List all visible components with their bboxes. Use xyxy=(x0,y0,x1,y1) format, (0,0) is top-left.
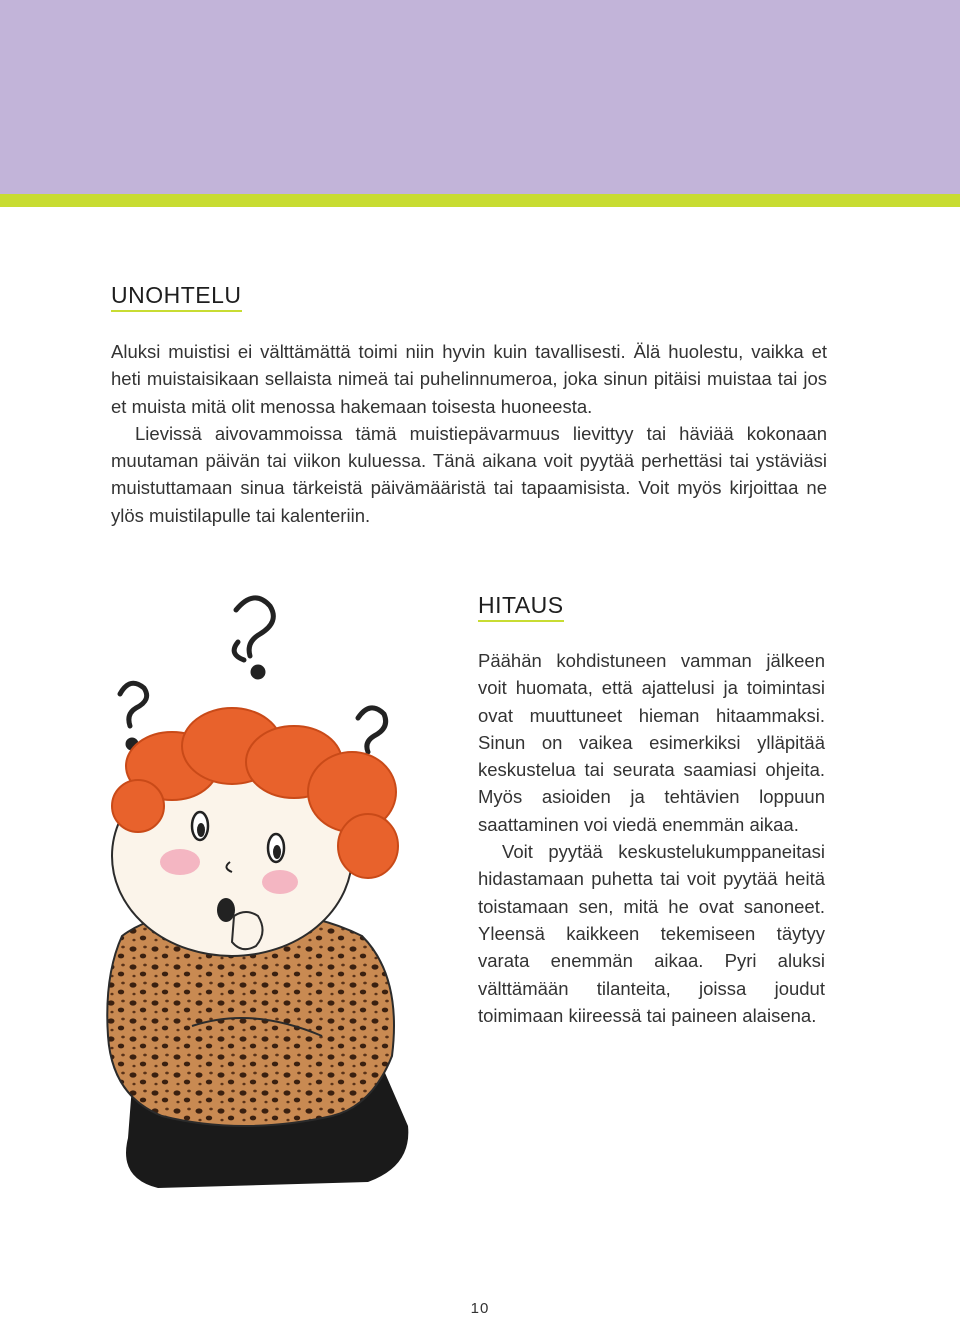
paragraph: Voit pyytää keskustelukumppaneitasi hidastamaan puhetta tai voit pyytää heitä toistamaan sen, mitä he ovat sanoneet. Yleensä kaikkeen tekemiseen täytyy varata enemmän aikaa. Pyri aluksi välttämään tilanteita, joissa joudut toimimaan kiireessä tai paineen alaisena. xyxy=(478,841,825,1026)
confused-woman-illustration xyxy=(62,566,446,1222)
paragraph: Aluksi muistisi ei välttämättä toimi niin hyvin kuin tavallisesti. Älä huolestu, vaikka et heti muistaisikaan sellaista nimeä tai puhelinnumeroa, joka sinun pitäisi muistaa tai jos et muista mitä olit menossa hakemaan toisesta huoneesta. xyxy=(111,341,827,417)
header-stripe xyxy=(0,194,960,207)
header-band xyxy=(0,0,960,194)
section-title-hitaus: HITAUS xyxy=(478,592,564,622)
section-body-unohtelu xyxy=(111,338,827,529)
section-title-unohtelu: UNOHTELU xyxy=(111,282,242,312)
paragraph: Lievissä aivovammoissa tämä muistiepävarmuus lievittyy tai häviää kokonaan muutaman päivän tai viikon kuluessa. Tänä aikana voit pyytää perhettäsi tai ystäviäsi muistuttamaan sinua tärkeistä päivämääristä tai tapaamisista. Voit myös kirjoittaa ne ylös muistilapulle tai kalenteriin. xyxy=(111,422,827,526)
paragraph: Päähän kohdistuneen vamman jälkeen voit huomata, että ajattelusi ja toimintasi ovat muuttuneet hieman hitaammaksi. Sinun on vaikea esimerkiksi ylläpitää keskustelua tai seurata saamiasi ohjeita. Myös asioiden ja tehtävien loppuun saattaminen voi viedä enemmän aikaa. xyxy=(478,650,825,835)
section-body-hitaus xyxy=(478,647,825,1029)
page-number: 10 xyxy=(470,1300,490,1317)
